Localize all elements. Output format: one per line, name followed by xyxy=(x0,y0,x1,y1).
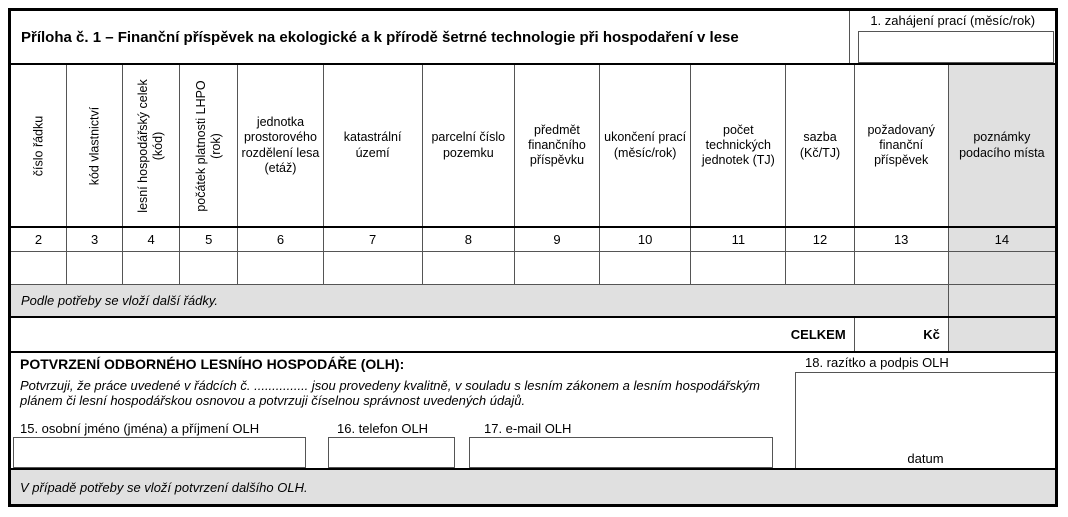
header-cislo-radku xyxy=(11,65,67,226)
entry-cell[interactable] xyxy=(67,252,123,284)
header-parcelni-cislo: parcelní číslo pozemku xyxy=(423,65,515,226)
form-title: Příloha č. 1 – Finanční příspěvek na ekologické a k přírodě šetrné technologie při hospodaření v lese xyxy=(11,11,850,63)
header-pocatek-platnosti-lhpo xyxy=(180,65,238,226)
total-remarks-cell xyxy=(949,318,1055,351)
header-label: číslo řádku xyxy=(31,115,46,176)
entry-cell[interactable] xyxy=(691,252,786,284)
olh-phone-input[interactable] xyxy=(328,437,455,468)
column-number: 2 xyxy=(11,228,67,251)
header-predmet-prispevku: předmět finančního příspěvku xyxy=(515,65,600,226)
header-poznamky-podaciho-mista: poznámky podacího místa xyxy=(949,65,1055,226)
olh-email-input[interactable] xyxy=(469,437,773,468)
header-label: lesní hospodářský celek (kód) xyxy=(136,78,166,213)
title-band xyxy=(11,11,1055,65)
olh-heading: POTVRZENÍ ODBORNÉHO LESNÍHO HOSPODÁŘE (OLH): xyxy=(20,356,405,372)
entry-cell-remarks xyxy=(949,252,1055,284)
more-rows-note-remarks-cell xyxy=(949,285,1055,316)
entry-cell[interactable] xyxy=(786,252,854,284)
more-rows-note-row xyxy=(11,285,1055,318)
olh-email-label: 17. e-mail OLH xyxy=(484,421,572,436)
entry-cell[interactable] xyxy=(324,252,423,284)
olh-name-input[interactable] xyxy=(13,437,306,468)
column-number: 5 xyxy=(180,228,238,251)
header-katastralni-uzemi: katastrální území xyxy=(324,65,423,226)
additional-olh-note: V případě potřeby se vloží potvrzení dalšího OLH. xyxy=(11,470,1055,504)
column-numbers-row xyxy=(11,228,1055,252)
column-number: 9 xyxy=(515,228,600,251)
header-jednotka-prostoroveho-rozdeleni: jednotka prostorového rozdělení lesa (etáž) xyxy=(238,65,323,226)
header-ukonceni-praci: ukončení prací (měsíc/rok) xyxy=(600,65,691,226)
start-date-cell xyxy=(850,11,1055,63)
column-number: 14 xyxy=(949,228,1055,251)
entry-cell[interactable] xyxy=(123,252,180,284)
entry-cell[interactable] xyxy=(600,252,691,284)
entry-cell[interactable] xyxy=(855,252,949,284)
column-number: 8 xyxy=(423,228,515,251)
column-number: 4 xyxy=(123,228,180,251)
total-row xyxy=(11,318,1055,353)
olh-confirmation-section xyxy=(11,353,1055,470)
entry-cell[interactable] xyxy=(180,252,238,284)
column-number: 3 xyxy=(67,228,123,251)
entry-cell[interactable] xyxy=(423,252,515,284)
entry-cell[interactable] xyxy=(11,252,67,284)
table-header-row xyxy=(11,65,1055,228)
column-number: 11 xyxy=(691,228,786,251)
column-number: 7 xyxy=(324,228,423,251)
column-number: 12 xyxy=(786,228,854,251)
entry-cell[interactable] xyxy=(238,252,323,284)
start-date-label: 1. zahájení prací (měsíc/rok) xyxy=(870,13,1036,28)
olh-phone-label: 16. telefon OLH xyxy=(337,421,429,436)
header-label: kód vlastnictví xyxy=(87,106,102,185)
header-pocet-technickych-jednotek: počet technických jednotek (TJ) xyxy=(691,65,786,226)
header-label: počátek platnosti LHPO (rok) xyxy=(193,79,223,212)
header-lesni-hospodarsky-celek xyxy=(123,65,180,226)
olh-name-label: 15. osobní jméno (jména) a příjmení OLH xyxy=(20,421,260,436)
header-kod-vlastnictvi xyxy=(67,65,123,226)
header-pozadovany-prispevek: požadovaný finanční příspěvek xyxy=(855,65,949,226)
column-number: 13 xyxy=(855,228,949,251)
olh-statement: Potvrzuji, že práce uvedené v řádcích č. ............... jsou provedeny kvalitně, v souladu s lesním zákonem a lesním hospodářským plánem či lesní hospodářskou osnovou a potvrzuji číselnou správnost uvedených údajů. xyxy=(20,378,760,409)
column-number: 10 xyxy=(600,228,691,251)
olh-stamp-signature-area[interactable] xyxy=(795,373,1055,468)
olh-date-label: datum xyxy=(907,451,944,466)
more-rows-note: Podle potřeby se vloží další řádky. xyxy=(11,285,949,316)
olh-stamp-label: 18. razítko a podpis OLH xyxy=(795,353,1055,373)
total-amount-cell[interactable]: Kč xyxy=(855,318,949,351)
total-label: CELKEM xyxy=(11,318,855,351)
form-sheet xyxy=(8,8,1058,507)
column-number: 6 xyxy=(238,228,323,251)
entry-cell[interactable] xyxy=(515,252,600,284)
start-date-input[interactable] xyxy=(858,31,1054,63)
entry-row xyxy=(11,252,1055,285)
header-sazba: sazba (Kč/TJ) xyxy=(786,65,854,226)
